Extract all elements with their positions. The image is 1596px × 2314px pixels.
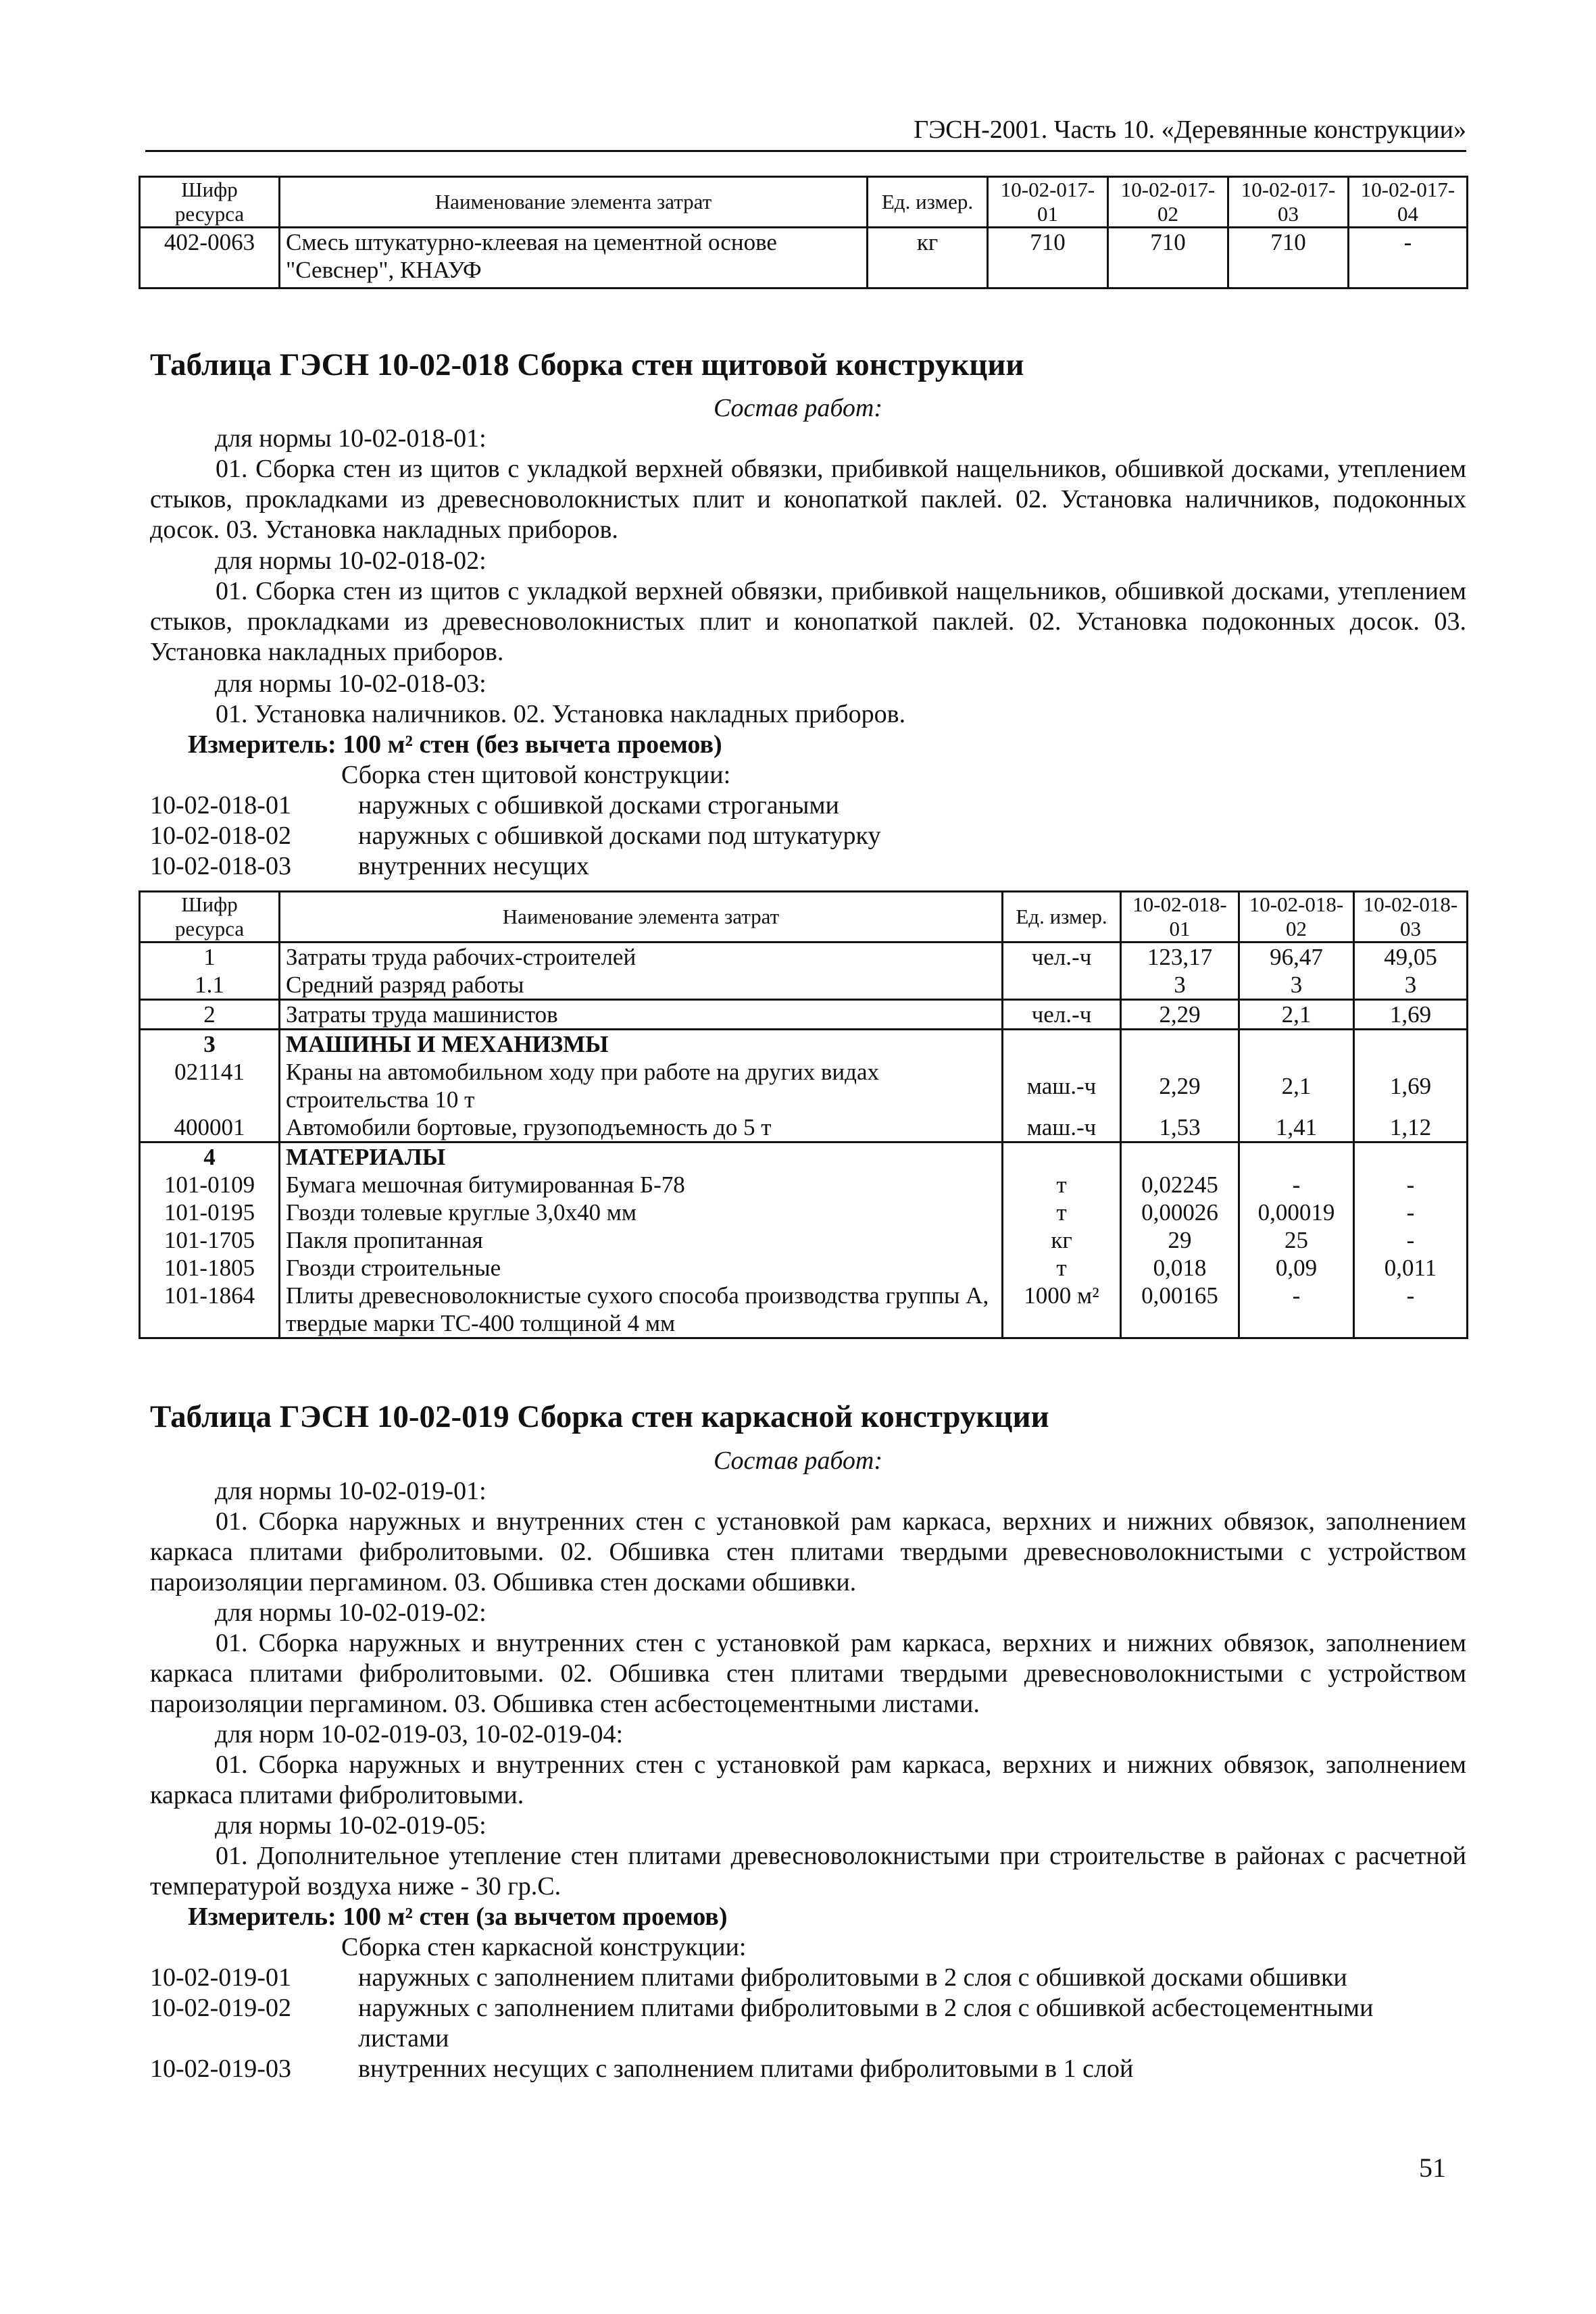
table-10-02-018 <box>139 890 1468 1339</box>
unit: чел.-ч <box>1003 1000 1121 1030</box>
running-header: ГЭСН-2001. Часть 10. «Деревянные конструкции» <box>914 116 1466 144</box>
norm-desc: наружных с заполнением плитами фибролитовыми в 2 слоя с обшивкой асбестоцементными листами <box>358 1994 1374 2053</box>
value-cell: 29 <box>1121 1226 1239 1254</box>
header-cell: 10-02-018-03 <box>1354 892 1468 942</box>
table-10-02-017-continuation <box>139 176 1468 289</box>
value-cell: 3 <box>1239 971 1354 1000</box>
section-title-018: Таблица ГЭСН 10-02-018 Сборка стен щитовой конструкции <box>150 347 1024 382</box>
value-cell: - <box>1354 1199 1468 1226</box>
group-title: МАТЕРИАЛЫ <box>280 1142 1003 1172</box>
value-cell: 2,29 <box>1121 1058 1239 1113</box>
norm-desc: внутренних несущих с заполнением плитами фибролитовыми в 1 слой <box>358 2055 1134 2083</box>
unit: чел.-ч <box>1003 942 1121 972</box>
resource-name: Смесь штукатурно-клеевая на цементной основе "Севснер", КНАУФ <box>280 228 868 288</box>
resource-name: Средний разряд работы <box>280 971 1003 1000</box>
resource-name: Краны на автомобильном ходу при работе на других видах строительства 10 т <box>280 1058 1003 1113</box>
value-cell: 710 <box>1228 228 1349 288</box>
empty-cell <box>1121 1142 1239 1172</box>
value-cell: 96,47 <box>1239 942 1354 972</box>
norm-text: 01. Дополнительное утепление стен плитами древесноволокнистыми при строительстве в районах с расчетной температурой воздуха ниже - 30 гр.С. <box>150 1842 1466 1901</box>
unit: 1000 м² <box>1003 1282 1121 1338</box>
value-cell: 1,12 <box>1354 1113 1468 1142</box>
unit: т <box>1003 1254 1121 1282</box>
resource-code: 1 <box>140 942 280 972</box>
norm-label: для нормы 10-02-018-03: <box>215 670 487 698</box>
unit: кг <box>868 228 988 288</box>
value-cell: 1,53 <box>1121 1113 1239 1142</box>
norm-label: для нормы 10-02-018-01: <box>215 424 487 453</box>
norm-label: для нормы 10-02-019-01: <box>215 1477 487 1505</box>
header-cell: 10-02-017-01 <box>988 177 1108 228</box>
value-cell: - <box>1349 228 1468 288</box>
norm-desc: наружных с заполнением плитами фибролитовыми в 2 слоя с обшивкой досками обшивки <box>358 1963 1347 1992</box>
value-cell: 0,00026 <box>1121 1199 1239 1226</box>
measure-unit: Измеритель: 100 м² стен (без вычета проемов) <box>188 730 722 759</box>
empty-cell <box>1354 1142 1468 1172</box>
value-cell: 0,02245 <box>1121 1171 1239 1199</box>
section-title-019: Таблица ГЭСН 10-02-019 Сборка стен каркасной конструкции <box>150 1399 1049 1434</box>
group-number: 3 <box>140 1030 280 1059</box>
value-cell: 123,17 <box>1121 942 1239 972</box>
value-cell: 2,1 <box>1239 1000 1354 1030</box>
group-number: 4 <box>140 1142 280 1172</box>
value-cell: 3 <box>1121 971 1239 1000</box>
table-row <box>140 942 1468 972</box>
group-title: МАШИНЫ И МЕХАНИЗМЫ <box>280 1030 1003 1059</box>
norm-text: 01. Сборка стен из щитов с укладкой верхней обвязки, прибивкой нащельников, обшивкой досками, утеплением стыков, прокладками из древесноволокнистых плит и конопаткой паклей. 02. Установка подоконных досок. 03. Установка накладных приборов. <box>150 577 1466 666</box>
norm-label: для нормы 10-02-019-02: <box>215 1599 487 1627</box>
header-cell: Шифр ресурса <box>140 177 280 228</box>
value-cell: 25 <box>1239 1226 1354 1254</box>
value-cell: - <box>1354 1282 1468 1338</box>
table-row <box>140 228 1468 288</box>
unit <box>1003 971 1121 1000</box>
subtitle: Сборка стен каркасной конструкции: <box>341 1933 747 1961</box>
table-row <box>140 971 1468 1000</box>
norm-text: 01. Сборка наружных и внутренних стен с установкой рам каркаса, верхних и нижних обвязок, заполнением каркаса плитами фибролитовыми. <box>150 1751 1466 1809</box>
value-cell: 3 <box>1354 971 1468 1000</box>
norm-text: 01. Сборка наружных и внутренних стен с установкой рам каркаса, верхних и нижних обвязок, заполнением каркаса плитами фибролитовыми. 02. Обшивка стен плитами твердыми древесноволокнистыми с устройством пароизоляции пергамином. 03. Обшивка стен асбестоцементными листами. <box>150 1629 1466 1718</box>
norm-desc: наружных с обшивкой досками под штукатурку <box>358 822 881 850</box>
value-cell: 0,00019 <box>1239 1199 1354 1226</box>
header-cell: Ед. измер. <box>1003 892 1121 942</box>
resource-name: Затраты труда рабочих-строителей <box>280 942 1003 972</box>
resource-code: 400001 <box>140 1113 280 1142</box>
table-row <box>140 1000 1468 1030</box>
unit: маш.-ч <box>1003 1058 1121 1113</box>
norm-label: для норм 10-02-019-03, 10-02-019-04: <box>215 1720 624 1749</box>
resource-code: 101-1864 <box>140 1282 280 1338</box>
resource-name: Бумага мешочная битумированная Б-78 <box>280 1171 1003 1199</box>
norm-code: 10-02-019-02 <box>150 1994 291 2022</box>
table-row <box>140 1142 1468 1172</box>
header-cell: 10-02-017-03 <box>1228 177 1349 228</box>
norm-desc: наружных с обшивкой досками строгаными <box>358 791 839 820</box>
value-cell: 1,41 <box>1239 1113 1354 1142</box>
value-cell: 1,69 <box>1354 1000 1468 1030</box>
resource-name: Затраты труда машинистов <box>280 1000 1003 1030</box>
header-rule <box>145 150 1466 152</box>
unit: т <box>1003 1199 1121 1226</box>
norm-code: 10-02-018-03 <box>150 852 291 880</box>
composition-label: Состав работ: <box>713 1447 883 1475</box>
table-row <box>140 1171 1468 1199</box>
value-cell: - <box>1239 1171 1354 1199</box>
subtitle: Сборка стен щитовой конструкции: <box>341 761 731 789</box>
empty-cell <box>1239 1030 1354 1059</box>
header-cell: 10-02-017-02 <box>1108 177 1228 228</box>
resource-code: 021141 <box>140 1058 280 1113</box>
value-cell: 49,05 <box>1354 942 1468 972</box>
norm-text: 01. Сборка наружных и внутренних стен с установкой рам каркаса, верхних и нижних обвязок, заполнением каркаса плитами фибролитовыми. 02. Обшивка стен плитами твердыми древесноволокнистыми с устройством пароизоляции пергамином. 03. Обшивка стен досками обшивки. <box>150 1507 1466 1596</box>
measure-unit: Измеритель: 100 м² стен (за вычетом проемов) <box>188 1903 728 1931</box>
empty-cell <box>1239 1142 1354 1172</box>
resource-code: 101-0109 <box>140 1171 280 1199</box>
header-cell: Ед. измер. <box>868 177 988 228</box>
header-cell: 10-02-018-02 <box>1239 892 1354 942</box>
norm-code: 10-02-019-03 <box>150 2055 291 2083</box>
resource-code: 1.1 <box>140 971 280 1000</box>
value-cell: 1,69 <box>1354 1058 1468 1113</box>
resource-name: Плиты древесноволокнистые сухого способа производства группы А, твердые марки ТС-400 толщиной 4 мм <box>280 1282 1003 1338</box>
empty-cell <box>1121 1030 1239 1059</box>
unit: кг <box>1003 1226 1121 1254</box>
table-row <box>140 1226 1468 1254</box>
resource-code: 101-0195 <box>140 1199 280 1226</box>
resource-code: 2 <box>140 1000 280 1030</box>
norm-code: 10-02-018-02 <box>150 822 291 850</box>
resource-name: Автомобили бортовые, грузоподъемность до 5 т <box>280 1113 1003 1142</box>
empty-cell <box>1003 1142 1121 1172</box>
value-cell: - <box>1239 1282 1354 1338</box>
norm-text: 01. Сборка стен из щитов с укладкой верхней обвязки, прибивкой нащельников, обшивкой досками, утеплением стыков, прокладками из древесноволокнистых плит и конопаткой паклей. 02. Установка наличников, подоконных досок. 03. Установка накладных приборов. <box>150 455 1466 544</box>
unit: маш.-ч <box>1003 1113 1121 1142</box>
value-cell: - <box>1354 1171 1468 1199</box>
table-row <box>140 1113 1468 1142</box>
empty-cell <box>1003 1030 1121 1059</box>
table-row <box>140 1199 1468 1226</box>
value-cell: 2,29 <box>1121 1000 1239 1030</box>
resource-name: Пакля пропитанная <box>280 1226 1003 1254</box>
norm-code: 10-02-018-01 <box>150 791 291 820</box>
composition-label: Состав работ: <box>713 394 883 422</box>
table-row <box>140 1254 1468 1282</box>
resource-name: Гвозди строительные <box>280 1254 1003 1282</box>
table-row <box>140 1058 1468 1113</box>
norm-label: для нормы 10-02-019-05: <box>215 1811 487 1840</box>
table-row <box>140 1030 1468 1059</box>
resource-code: 402-0063 <box>140 228 280 288</box>
page-number: 51 <box>1419 2153 1446 2183</box>
norm-code: 10-02-019-01 <box>150 1963 291 1992</box>
value-cell: - <box>1354 1226 1468 1254</box>
resource-name: Гвозди толевые круглые 3,0х40 мм <box>280 1199 1003 1226</box>
header-cell: Наименование элемента затрат <box>280 177 868 228</box>
table-row <box>140 1282 1468 1338</box>
resource-code: 101-1705 <box>140 1226 280 1254</box>
header-cell: 10-02-017-04 <box>1349 177 1468 228</box>
value-cell: 0,00165 <box>1121 1282 1239 1338</box>
value-cell: 2,1 <box>1239 1058 1354 1113</box>
norm-label: для нормы 10-02-018-02: <box>215 547 487 575</box>
norm-text: 01. Установка наличников. 02. Установка накладных приборов. <box>216 700 906 728</box>
resource-code: 101-1805 <box>140 1254 280 1282</box>
norm-desc: внутренних несущих <box>358 852 589 880</box>
unit: т <box>1003 1171 1121 1199</box>
value-cell: 710 <box>988 228 1108 288</box>
value-cell: 0,09 <box>1239 1254 1354 1282</box>
header-cell: Наименование элемента затрат <box>280 892 1003 942</box>
header-cell: Шифр ресурса <box>140 892 280 942</box>
value-cell: 710 <box>1108 228 1228 288</box>
value-cell: 0,011 <box>1354 1254 1468 1282</box>
header-cell: 10-02-018-01 <box>1121 892 1239 942</box>
value-cell: 0,018 <box>1121 1254 1239 1282</box>
empty-cell <box>1354 1030 1468 1059</box>
